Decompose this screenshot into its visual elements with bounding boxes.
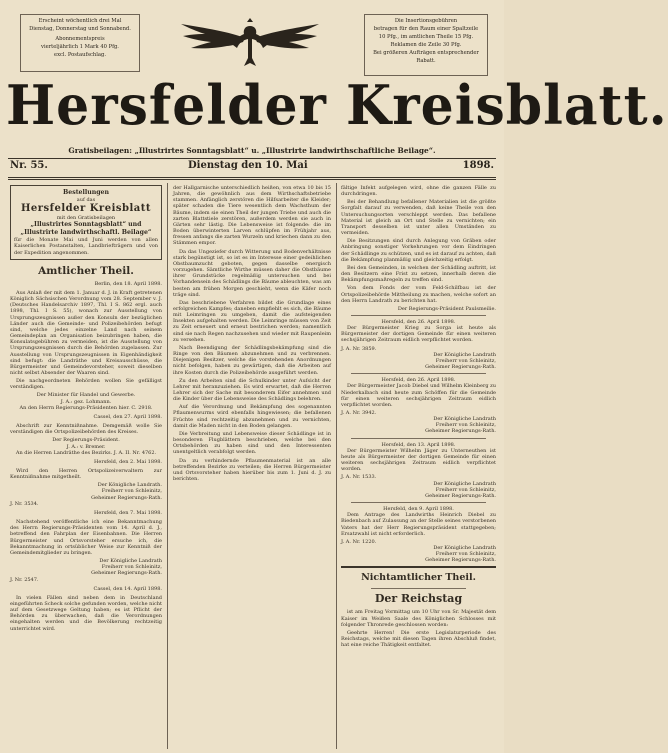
reference-number: J. Nr. 3534. bbox=[10, 500, 39, 507]
signature: Der Regierungs-Präsident Paulsmeilie. bbox=[397, 305, 496, 312]
dateline bbox=[8, 160, 496, 176]
reference-number: J. A. Nr. 3942. bbox=[341, 410, 377, 416]
dateline-place: Berlin, den 18. April 1898. bbox=[94, 280, 162, 287]
paragraph: Aus Anlaß der mit dem 1. Januar d. J. in Kraft getretenen Königlich Sächsischen Verordnung vom 28. September v. J. (Deutsches Handelsarchiv 1897, Thl. I S. 862 ergl. auch 1898, Thl. I S. 55), wonach zur Ausstellung von Ursprungszeugnissen außer den Konsuln der bezüglichen Länder auch die Gemeinde- und Polizeibehörden befugt sind, welche jedes einzelne Land nach seinem Gemeindeplan an Organisation beizubringen haben, die Konsulatsgebühren zu vermeiden, ist die Ausstellung von Ursprungszeugnissen durch die Behörden zugelassen. Zur Ausstellung von Ursprungszeugnissen in Eigenhändigkeit sind befugt: die Landräthe und Kreisausschüsse, die Bürgermeister und Gemeindevorsteher, soweit dieselben nicht selbst Absender der Waaren sind. bbox=[10, 289, 162, 376]
signature: Freiherr von Schleinitz, bbox=[435, 357, 496, 364]
separator bbox=[351, 315, 486, 316]
fee-line: Bei größeren Aufträgen entsprechender bbox=[373, 50, 479, 57]
eagle-emblem-icon bbox=[175, 18, 325, 70]
column-2 bbox=[173, 185, 331, 749]
info-line: vierteljährlich 1 Mark 40 Pfg. bbox=[41, 43, 119, 50]
signature: Freiherr von Schleinitz, bbox=[435, 422, 496, 429]
signature: Freiherr von Schleinitz, bbox=[101, 564, 162, 571]
promo-supplement: „Illustrirtes Sonntagsblatt“ und bbox=[30, 221, 142, 229]
separator bbox=[351, 502, 486, 503]
top-rule bbox=[8, 158, 496, 159]
separator bbox=[351, 373, 486, 374]
reference-number: J. A. Nr. 3859. bbox=[341, 345, 377, 352]
section-heading-unofficial: Nichtamtlicher Theil. bbox=[361, 572, 476, 584]
dateline-place: Cassel, den 27. April 1898. bbox=[93, 413, 162, 420]
promo-text: mit den Gratisbeilagen bbox=[56, 215, 116, 222]
signature: Geheimer Regierungs-Rath. bbox=[91, 494, 162, 501]
paragraph: Zu den Arbeiten sind die Schulkinder unter Aufsicht der Lehrer mit heranzuziehen. Es wird erwartet, daß die Herren Lehrer sich der Sache mit besonderem Eifer annehmen und die Kinder über die Lebensweise des Schädlings belehren. bbox=[173, 377, 331, 403]
signature: Geheimer Regierungs-Rath. bbox=[425, 364, 496, 371]
signature: Der Königliche Landrath bbox=[433, 480, 496, 487]
signature: Der Königliche Landrath. bbox=[97, 482, 162, 489]
reference-number: J. A. Nr. 1533. bbox=[341, 474, 377, 481]
reference-number: J. Nr. 2547. bbox=[10, 576, 39, 583]
signature: Der Regierungs-Präsident. bbox=[52, 437, 120, 444]
paragraph: Der Bürgermeister Krieg zu Sorga ist heute als Bürgermeister der dortigen Gemeinde für einen weiteren sechsjährigen Zeitraum eidlich verpflichtet worden. bbox=[341, 325, 496, 344]
supplements-subtitle: Gratisbeilagen: „Illustrirtes Sonntagsblatt“ u. „Illustrirte landwirthschaftliche Beilage“. bbox=[68, 146, 436, 155]
paragraph: der Hallgarnische unterschiedlich heißen, von etwa 10 bis 15 Jahren, die gewöhnlich aus dem Wirthschaftsbetriebe stammen. Anfänglich zerstören die Hilfsarbeiter die Kleider; später schaden die Tiere wesentlich dem Wachsthum der Bäume, indem sie einen Theil der jungen Triebe und auch die zarten Blattstiele zerstören, außerdem werden sie auch in Gärten sehr lästig. Die Lebensweise ist folgende: die im Boden überwinterten Larven schlüpfen im Frühjahr aus, fressen anfangs die zarten Wurzeln und kriechen dann zu den Stämmen empor. bbox=[173, 185, 331, 247]
subscription-info-box bbox=[20, 14, 140, 72]
issue-number: Nr. 55. bbox=[10, 160, 48, 171]
signature: Geheimer Regierungs-Rath. bbox=[425, 492, 496, 499]
signature: An den Herrn Regierungs-Präsidenten hier. C. 2918. bbox=[19, 404, 153, 411]
issue-date: Dienstag den 10. Mai bbox=[188, 160, 308, 171]
signature: Der Königliche Landrath bbox=[433, 544, 496, 551]
signature: Der Minister für Handel und Gewerbe. bbox=[36, 392, 136, 399]
paragraph: Die Besitzungen sind durch Anlegung von Gräben oder Anbringung sonstiger Vorkehrungen vor dem Eindringen der Schädlinge zu schützen, und es ist darauf zu achten, daß die Bekämpfung planmäßig und gleichzeitig erfolgt. bbox=[341, 238, 496, 263]
fee-line: betragen für den Raum einer Spaltzeile bbox=[373, 26, 479, 33]
promo-supplement: „Illustrirte landwirthschaftl. Beilage“ bbox=[20, 229, 152, 237]
signature: Der Königliche Landrath bbox=[433, 351, 496, 358]
fee-line: 10 Pfg., im amtlichen Theile 15 Pfg. bbox=[378, 34, 474, 41]
paragraph: Nach Beendigung der Schädlingsbekämpfung sind die Ringe von den Bäumen abzunehmen und zu verbrennen. Diejenigen Besitzer, welche die vorstehenden Anordnungen nicht befolgen, haben zu gewärtigen, daß die Arbeiten auf ihre Kosten durch die Polizeibehörde ausgeführt werden. bbox=[173, 344, 331, 376]
newspaper-masthead: Hersfelder Kreisblatt. bbox=[6, 73, 668, 138]
paragraph: Von dem Fonds der vom Feld-Schilfbau ist der Ortspolizeibehörde Mittheilung zu machen, welche sofort an den Herrn Landrath zu berichten hat. bbox=[341, 285, 496, 304]
signature: Freiherr von Schleinitz, bbox=[435, 486, 496, 493]
paragraph: Da das Ungeziefer durch Witterung und Bodenverhältnisse stark begünstigt ist, so ist es im Interesse einer gedeihlichen Obstbaumzucht geboten, gegen dasselbe energisch vorzugehen. Sämtliche Wirthe müssen daher die Obstbäume ihrer Grundstücke regelmäßig untersuchen und bei Vorhandensein des Schädlings die Bäume ableuchten, was am besten am frühen Morgen geschieht, wenn die Käfer noch träge sind. bbox=[173, 248, 332, 298]
paragraph: Geehrte Herren! Die erste Legislaturperiode des Reichstags, welche mit diesen Tagen ihren Abschluß findet, hat eine reiche Thätigkeit entfaltet. bbox=[341, 629, 496, 649]
signature: Geheimer Regierungs-Rath. bbox=[425, 557, 496, 564]
bottom-rule bbox=[8, 177, 496, 178]
promo-title: Hersfelder Kreisblatt bbox=[20, 203, 152, 215]
article-title: Der Reichstag bbox=[374, 592, 463, 606]
signature: Freiherr von Schleinitz, bbox=[101, 488, 162, 495]
paragraph: In vielen Fällen sind neben dem in Deutschland eingeführten Scheck solche gefunden worden, welche nicht auf dem Gesetzwege Geltung haben; es ist Pflicht der Behörden zu überwachen, daß die Verordnungen eingehalten werden und die Bevölkerung rechtzeitig unterrichtet wird. bbox=[10, 594, 162, 632]
issue-year: 1898. bbox=[462, 160, 494, 171]
dateline-place: Hersfeld, den 26. April 1898. bbox=[381, 377, 456, 384]
column-1 bbox=[10, 185, 162, 749]
paragraph: Da zu verhindernde Pflaumenmaterial ist an alle betreffenden Bezirke zu verteilen; die Herren Bürgermeister und Ortsvorsteher haben hierüber bis zum 1. Juni d. J. zu berichten. bbox=[173, 457, 331, 483]
bottom-rule-2 bbox=[8, 179, 496, 180]
info-line: excl. Postaufschlag. bbox=[54, 51, 106, 58]
paragraph: Auf die Verordnung und Bekämpfung des sogenannten Pflaumenwurms wird ebenfalls hingewiesen; die befallenen Früchte sind rechtzeitig abzunehmen und zu vernichten, damit die Maden nicht in den Boden gelangen. bbox=[173, 404, 331, 429]
signature: J. A.: gez. Lohmann. bbox=[60, 398, 112, 405]
signature: An die Herren Landräthe des Bezirks. J. A. II. Nr. 4762. bbox=[15, 449, 157, 456]
signature: Freiherr von Schleinitz, bbox=[435, 551, 496, 558]
separator bbox=[341, 566, 496, 568]
dateline-place: Hersfeld, den 7. Mai 1898. bbox=[94, 509, 162, 516]
fee-line: Reklamen die Zeile 30 Pfg. bbox=[390, 42, 462, 49]
promo-heading: Bestellungen bbox=[63, 189, 109, 196]
separator bbox=[351, 438, 486, 439]
paragraph: Bei den Gemeinden, in welchen der Schädling auftritt, ist den Besitzern eine Frist zu setzen, innerhalb deren die Bekämpfungsmaßregeln zu treffen sind. bbox=[341, 264, 496, 284]
column-divider bbox=[167, 183, 168, 749]
fee-line: Rabatt. bbox=[416, 58, 436, 65]
paragraph: Bei der Behandlung befallener Materialien ist die größte Sorgfalt darauf zu verwenden, daß keine Theile von den Untersuchungsorten verschleppt werden. Das befallene Material ist gleich an Ort und Stelle zu vernichten; ein Transport desselben ist unter allen Umständen zu vermeiden. bbox=[341, 199, 496, 237]
dateline-place: Hersfeld, den 9. April 1898. bbox=[383, 506, 454, 513]
insertion-fees-box bbox=[364, 14, 488, 76]
dateline-place: Hersfeld, den 2. Mai 1898. bbox=[94, 458, 162, 465]
section-heading-official: Amtlicher Theil. bbox=[38, 264, 134, 277]
separator bbox=[371, 588, 466, 589]
dateline-place: Hersfeld, den 26. April 1898. bbox=[381, 318, 456, 325]
signature: Geheimer Regierungs-Rath. bbox=[91, 570, 162, 577]
dateline-place: Cassel, den 14. April 1898. bbox=[93, 585, 162, 592]
paragraph: Dem Antrage des Landwirths Heinrich Diebel zu Biedenbach auf Zulassung an der Stelle seines verstorbenen Vaters hat der Herr Regierungspräsident stattgegeben; Ersatzwahl ist nicht erforderlich. bbox=[341, 512, 496, 537]
info-line: Erscheint wöchentlich drei Mal bbox=[38, 18, 122, 24]
paragraph: ist am Freitag Vormittag um 10 Uhr von Sr. Majestät dem Kaiser im Weißen Saale des Königlichen Schlosses mit folgender Thronrede geschlossen worden: bbox=[341, 609, 496, 628]
paragraph: Nachstehend veröffentliche ich eine Bekanntmachung des Herrn Regierungs-Präsidenten vom 14. April d. J., betreffend den Fahrplan der Eisenbahnen. Die Herren Bürgermeister und Ortsvorsteher ersuche ich, die Bekanntmachung in ortsüblicher Weise zur Kenntniß der Gemeindemitglieder zu bringen. bbox=[10, 519, 162, 556]
signature: Der Königliche Landrath bbox=[99, 558, 162, 565]
promo-text: auf das bbox=[76, 197, 96, 203]
reference-number: J. A. Nr. 1220. bbox=[341, 538, 377, 545]
signature: Geheimer Regierungs-Rath. bbox=[425, 428, 496, 435]
signature: J. A.: v. Bremer. bbox=[66, 443, 106, 450]
subscription-promo bbox=[10, 185, 162, 260]
column-divider bbox=[336, 183, 337, 749]
dateline-place: Hersfeld, den 13. April 1898. bbox=[381, 441, 456, 448]
paragraph: Der Bürgermeister Jacob Diebel und Wilhelm Kleinberg zu Niederkalbach sind heute zum Schöffen für die Gemeinde für einen weiteren sechsjährigen Zeitraum eidlich verpflichtet worden. bbox=[341, 383, 496, 408]
paragraph: Abschrift zur Kenntnißnahme. Demgemäß wolle Sie verständigen die Ortspolizeibehörden des Kreises. bbox=[10, 423, 162, 436]
signature: Der Königliche Landrath bbox=[433, 416, 496, 423]
fee-line: Die Insertionsgebühren bbox=[394, 18, 458, 24]
paragraph: Die Verbreitung und Lebensweise dieser Schädlinge ist in besonderen Flugblättern beschrieben, welche bei den Ortsbehörden zu haben sind und den Interessenten unentgeltlich verabfolgt werden. bbox=[173, 430, 331, 456]
promo-text: für die Monate Mai und Juni werden von allen Kaiserlichen Postanstalten, Landbriefträgern und von der Expedition angenommen. bbox=[14, 237, 158, 256]
paragraph: Wird den Herren Ortspolizeiverwaltern zur Kenntnißnahme mitgetheilt. bbox=[10, 468, 162, 481]
paragraph: fältige Infekt aufgelegen wird, ohne die ganzen Fälle zu durchdringen. bbox=[341, 185, 496, 198]
info-line: Dienstag, Donnerstag und Sonnabend. bbox=[29, 26, 131, 33]
paragraph: Der Bürgermeister Wilhelm Jäger zu Unterneuthen ist heute als Bürgermeister der dortigen Gemeinde für einen weiteren sechsjährigen Zeitraum eidlich verpflichtet worden. bbox=[341, 447, 496, 473]
paragraph: Die nachgeordneten Behörden wollen Sie gefälligst verständigen. bbox=[10, 378, 162, 391]
paragraph: Das beschriebene Verfahren bildet die Grundlage eines erfolgreichen Kampfes; daneben empfiehlt es sich, die Bäume mit Leimringen zu umgeben, damit die aufsteigenden Insekten aufgehalten werden. Die Leimringe müssen von Zeit zu Zeit erneuert und erneut bestrichen werden; namentlich sind sie nach Regen nachzusehen und wieder mit Raupenleim zu versehen. bbox=[173, 299, 331, 343]
info-line: Abonnementspreis bbox=[55, 35, 105, 42]
column-3 bbox=[341, 185, 496, 749]
